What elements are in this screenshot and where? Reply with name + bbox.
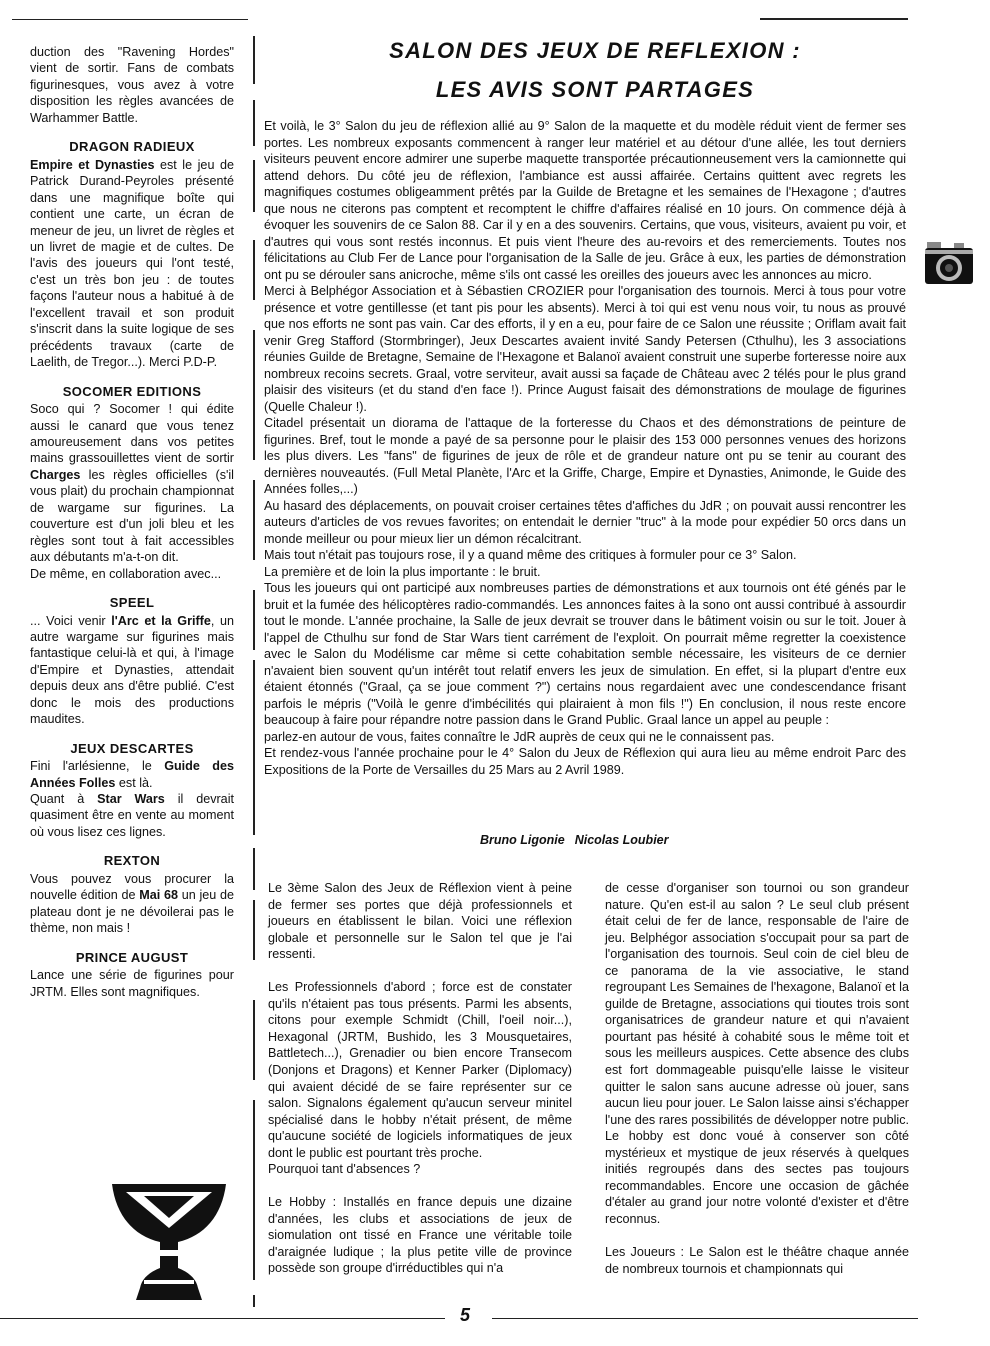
top-rule-right — [760, 18, 908, 20]
article-paragraph: Citadel présentait un diorama de l'attaque de la forteresse du Chaos et des démonstrations de peinture de figurines. Bref, tout le monde a payé de sa personne pour le plaisir des 153 000 personnes venues des horizons les plus divers. Les "fans" de figurines de jeux de rôle et de grandeur nature ont pu se tenir au courant des dernières nouveautés. (Full Metal Planète, l'Arc et la Griffe, Charge, Empire et Dynasties, Animonde, le Guide des Années folles,...) — [264, 416, 906, 496]
camera-icon — [924, 240, 974, 286]
section-heading-prince-august: PRINCE AUGUST — [75, 949, 189, 965]
column-paragraph: Le 3ème Salon des Jeux de Réflexion vient à peine de fermer ses portes que déjà professionnels et joueurs en établissent le bilan. Voici une réflexion globale et personnelle sur le Salon tel que je l'ai ressenti. — [268, 881, 572, 962]
article-paragraph: La première et de loin la plus importante : le bruit. — [264, 564, 541, 579]
article-authors — [480, 833, 669, 847]
top-rule-left — [12, 19, 248, 20]
article-title-line2: LES AVIS SONT PARTAGES — [435, 77, 755, 102]
column-paragraph: Les Professionnels d'abord ; force est de constater qu'ils n'étaient pas tous présents. Parmi les absents, citons pour exemple Schmidt (Chill, l'oeil noir...), Hexagonal (JRTM, Bushido, les 3 Mousquetaires, Battletech...), Grenadier ou bien encore Transecom (Donjons et Dragons) et Kenner Parker (Diplomacy) qui avaient décidé de se faire représenter sur ce salon. Signalons également qu'aucun serveur minitel spécialisé dans le hobby n'était présent, de même qu'aucune société de logiciels informatiques de jeux dont le public est pourtant très proche. Pourquoi tant d'absences ? — [268, 980, 572, 1177]
article-paragraph: Et rendez-vous l'année prochaine pour le 4° Salon du Jeux de Réflexion qui aura lieu au même endroit Parc des Expositions de la Porte de Versailles du 25 Mars au 2 Avril 1989. — [264, 746, 906, 777]
news-sidebar — [30, 44, 234, 1000]
chalice-logo — [104, 1176, 234, 1306]
section-text-descartes-2: Quant à Star Wars il devrait quasiment être en vente au moment où vous lisez ces lignes. — [30, 792, 234, 839]
section-text-descartes: Fini l'arlésienne, le Guide des Années Folles est là. — [30, 759, 234, 790]
author-name: Bruno Ligonie — [480, 833, 565, 847]
article-paragraph: Merci à Belphégor Association et à Sébastien CROZIER pour l'organisation des tournois. Merci à tous pour votre présence et votre gentillesse (et tant pis pour les absents). Merci à toi qui est venu nous voir, tu nous as prouvé que nos efforts ne sont pas vain. Car des efforts, il y en a eu, pour faire de ce Salon une réussite ; Oriflam avait fait venir Greg Stafford (Stormbringer), Jeux Descartes avaient invité Sandy Petersen (Cthulhu), les 3 associations réunies Guilde de Bretagne, Semaine de l'Hexagone et Balanoï avaient construit une superbe forteresse noire aux nombreux recoins secrets. Graal, votre serviteur, avait aussi sa façade de Château avec 2 télés pour le plus grand plaisir des visiteurs (et du stand d'en face !). Prince August faisait des démonstrations de moulage de figurines (Quelle Chaleur !). — [264, 284, 906, 414]
second-article-column-left — [268, 880, 572, 1294]
column-paragraph: Les Joueurs : Le Salon est le théâtre chaque année de nombreux tournois et championnats qui — [605, 1244, 909, 1276]
column-paragraph: Le Hobby : Installés en france depuis une dizaine d'années, les clubs et associations de jeux de siomulation ont tissé en France une véritable toile d'araignée ludique ; la plus petite ville de province possède son groupe d'irréductibles qui n'a — [268, 1195, 572, 1276]
section-heading-descartes: JEUX DESCARTES — [70, 740, 194, 756]
second-article-column-right — [605, 880, 909, 1294]
article-paragraph: Mais tout n'était pas toujours rose, il y a quand même des critiques à formuler pour ce 3° Salon. — [264, 548, 797, 562]
column-divider — [253, 0, 255, 1318]
column-paragraph: de cesse d'organiser son tournoi ou son grandeur nature. Qu'en est-il au salon ? Le seul club présent était celui de fer de lance, responsable de l'aire de jeu. Belphégor association s'occupait pour sa part de l'organisation des tournois. Seul coin de ciel bleu de ce panorama de la vie associative, le stand regroupant Les Semaines de l'hexagone, Balanoï et la guilde de Bretagne, associations qui tioutes trois sont organisatrices de grandeur nature et qui n'avaient pourtant pas hésité à cohabité sous le même toit et sous les meilleurs auspices. Cette absence des clubs est fort dommageable puisqu'elle laisse le visiteur quitter le salon sans aucune adresse où jouer, sans aucun lieu pour jouer. Le Salon laisse ainsi s'échapper l'une des rares possibilités de développer notre public. Le hobby est donc voué à conserver son côté mystérieux et mystique de jeux réservés à quelques initiés regroupés dans des sectes pas toujours recommandables. Encore une occasion de gâchée d'étaler au grand jour notre volonté d'exister et d'être reconnus. — [605, 881, 909, 1226]
bottom-rule-left — [0, 1318, 445, 1319]
section-text-prince-august: Lance une série de figurines pour JRTM. Elles sont magnifiques. — [30, 968, 234, 999]
article-paragraph: Tous les joueurs qui ont participé aux nombreuses parties de démonstrations et aux tournois ont été génés par le bruit et la fumée des hélicoptères radio-commandés. Les annonces faites à la sono ont aussi contribué à assourdir tout le monde. L'année prochaine, la Salle de jeux devrait se trouver dans le bâtiment voisin ou sur le toit. Jouer à l'appel de Cthulhu sur fond de Star Wars tient carrément de l'exploit. On pourrait même regretter la coexistence avec le Salon du Modélisme car même si cette cohabitation semble nécessaire, les visiteurs de ce dernier n'avaient bien souvent qu'un intérêt tout relatif envers les jeux de simulation. En effet, si la plupart d'entre eux étaient étonnés ("Graal, ça se joue comment ?") certains nous regardaient avec une condescendance frisant parfois le mépris ("Voilà le genre d'imbécilités qui plairaient à mon fils !") En conclusion, il nous reste encore beaucoup à faire pour répandre notre passion dans le Grand Public. Graal lance un appel au peuple : — [264, 581, 906, 727]
author-name: Nicolas Loubier — [574, 833, 669, 847]
article-paragraph: parlez-en autour de vous, faites connaître le JdR auprès de ceux qui ne le connaissent pas. — [264, 729, 775, 744]
section-heading-dragon-radieux: DRAGON RADIEUX — [69, 139, 195, 155]
section-heading-rexton: REXTON — [103, 853, 161, 869]
section-text-rexton: Vous pouvez vous procurer la nouvelle édition de Mai 68 un jeu de plateau dont je ne dévoilerai pas le thème, non mais ! — [30, 871, 234, 936]
section-text-dragon-radieux: Empire et Dynasties est le jeu de Patrick Durand-Peyroles présenté dans une magnifique boîte qui contient une carte, un écran de meneur de jeu, un livret de règles et un livret de magie et de cultes. De l'avis des joueurs qui l'ont testé, c'est un très bon jeu : de toutes façons l'auteur nous a habitué à de l'excellent travail et son produit s'inscrit dans la suite logique de ses précédents travaux (carte de Laelith, de Tregor...). Merci P.D-P. — [30, 157, 234, 370]
article-paragraph: Au hasard des déplacements, on pouvait croiser certaines têtes d'affiches du JdR ; on pouvait aussi rencontrer les auteurs d'articles de vos revues favorites; on entendait le dernier "truc" à la mode pour expédier 50 orcs dans un monde meilleur ou pour mieux lier un démon récalcitrant. — [264, 498, 906, 546]
article-title-line1: SALON DES JEUX DE REFLEXION : — [389, 38, 801, 63]
section-text-speel: ... Voici venir l'Arc et la Griffe, un autre wargame sur figurines mais fantastique celui-là et qui, à l'image d'Empire et Dynasties, attendait depuis deux ans d'être publié. C'est donc le mois des productions maudites. — [30, 613, 234, 727]
page-number: 5 — [460, 1305, 471, 1325]
bottom-rule-right — [492, 1318, 918, 1319]
article-body — [264, 118, 906, 778]
section-heading-speel: SPEEL — [109, 595, 155, 611]
section-text-socomer: Soco qui ? Socomer ! qui édite aussi le canard que vous tenez amoureusement dans vos petites mains grassouillettes vient de sortir Charges les règles officielles (s'il vous plait) du prochain championnat de wargame sur figurines. La couverture est d'un joli bleu et les règles sont tout à fait accessibles aux débutants m'a-t-on dit. — [30, 402, 234, 565]
section-text-socomer-2: De même, en collaboration avec... — [30, 566, 222, 581]
article-paragraph: Et voilà, le 3° Salon du jeu de réflexion allié au 9° Salon de la maquette et du modèle réduit vient de fermer ses portes. Les nombreux exposants commencent à ranger leur matériel et au détour d'une allée, les tout derniers visiteurs peuvent encore admirer une superbe maquette transportée précautionneusement vers la camionnette qui attend dehors. Du côté jeu de réflexion, l'ambiance est aussi affairée. Certains quittent avec regrets les magnifiques costumes obligeamment prêtés par la Guilde de Bretagne et les semaines de l'Hexagone ; d'autres que nous ne citerons pas comptent et recomptent le chiffre d'affaires réalisé en 10 jours. On commence déjà à évoquer les souvenirs de ce Salon 88. Car il y en a des souvenirs. Certains, que vous, visiteurs, avaient pu voir, et d'autres qui vous sont restés inconnus. Et puis vient l'heure des au-revoirs et des remerciements. Toutes nos félicitations au Club Fer de Lance pour l'organisation de la Salle de jeu. Grâce à eux, les parties de démonstration ont pu se dérouler sans anicroche, même s'ils ont cassé les oreilles des joueurs avec les annonces au micro. — [264, 119, 906, 282]
sidebar-intro: duction des "Ravening Hordes" vient de sortir. Fans de combats figurinesques, vous avez à votre disposition les règles avancées de Warhammer Battle. — [30, 45, 234, 125]
section-heading-socomer: SOCOMER EDITIONS — [62, 383, 202, 399]
